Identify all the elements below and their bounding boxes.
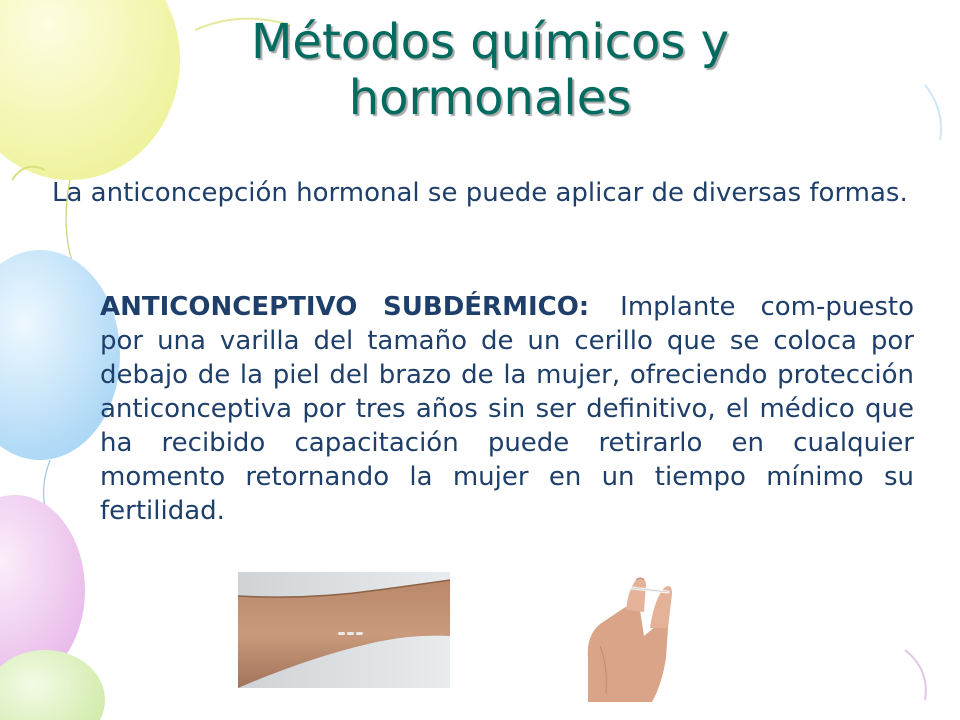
implant-rod-photo [548, 566, 700, 702]
slide-title: Métodos químicos y hormonales [251, 14, 729, 126]
green-balloon [0, 650, 105, 720]
decorative-arc [925, 85, 941, 140]
arm-implant-photo [238, 572, 450, 688]
method-term: ANTICONCEPTIVO SUBDÉRMICO: [100, 292, 590, 322]
method-paragraph [100, 290, 914, 528]
method-description: Implante com-puesto por una varilla del tamaño de un cerillo que se coloca por debajo de la piel del brazo de la mujer, ofreciendo protección anticonceptiva por tres años sin ser definitivo, el médico que ha recibido capacitación puede retirarlo en cualquier momento retornando la mujer en un tiempo mínimo su fertilidad. [100, 292, 914, 526]
decorative-arc [905, 650, 926, 700]
intro-paragraph: La anticoncepción hormonal se puede aplicar de diversas formas. [52, 178, 908, 208]
